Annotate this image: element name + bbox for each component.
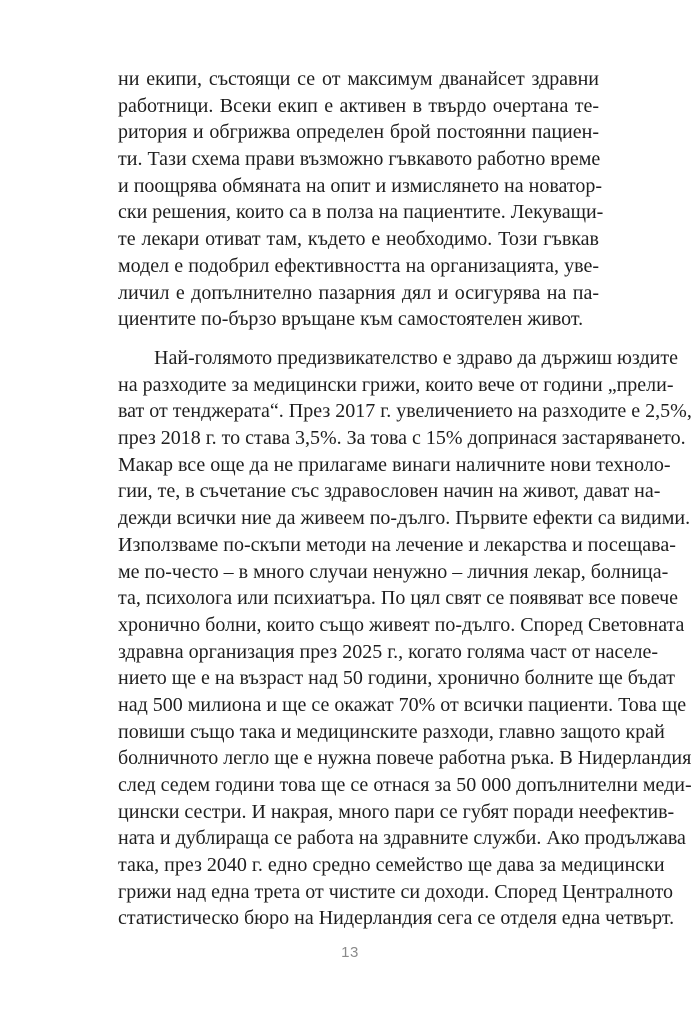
text-line: здравна организация през 2025 г., когато голяма част от населе-: [118, 640, 659, 663]
paragraph-2: [118, 345, 692, 932]
text-line: ни екипи, състоящи се от максимум дванайсет здравни: [118, 68, 599, 90]
text-line: Най-голямото предизвикателство е здраво да държиш юздите: [154, 347, 678, 369]
text-line: така, през 2040 г. едно средно семейство ще дава за медицински: [118, 854, 665, 877]
text-line: над 500 милиона и ще се окажат 70% от всички пациенти. Това ще: [118, 693, 687, 716]
text-line: болничното легло ще е нужна повече работна ръка. В Нидерландия: [118, 747, 692, 770]
text-line: след седем години това ще се отнася за 50 000 допълнителни меди-: [118, 774, 692, 796]
text-line: нието ще е на възраст над 50 години, хронично болните ще бъдат: [118, 667, 676, 690]
text-line: ски решения, които са в полза на пациентите. Лекуващи-: [118, 201, 604, 224]
text-line: и поощрява обмяната на опит и измислянето на новатор-: [118, 174, 603, 197]
text-line: ритория и обгрижва определен брой постоянни пациен-: [118, 121, 599, 144]
text-line: на разходите за медицински грижи, които вече от години „прели-: [118, 373, 674, 396]
text-line: Използваме по-скъпи методи на лечение и лекарства и посещава-: [118, 533, 676, 556]
text-line: работници. Всеки екип е активен в твърдо очертана те-: [118, 94, 599, 117]
text-line: ти. Тази схема прави възможно гъвкавото работно време: [118, 148, 601, 171]
paragraph-1: [118, 66, 604, 333]
page-number: 13: [341, 944, 359, 961]
text-line: повиши също така и медицинските разходи, главно защото край: [118, 720, 665, 743]
text-line: дежди всички ние да живеем по-дълго. Първите ефекти са видими.: [118, 507, 691, 530]
text-line: ме по-често – в много случаи ненужно – личния лекар, болница-: [118, 560, 669, 583]
text-line: статистическо бюро на Нидерландия сега се отделя една четвърт.: [118, 907, 675, 930]
text-line: циентите по-бързо връщане към самостоятелен живот.: [118, 308, 584, 331]
text-line: Макар все още да не прилагаме винаги наличните нови техноло-: [118, 453, 671, 476]
text-line: през 2018 г. то става 3,5%. За това с 15% допринася застаряването.: [118, 427, 686, 450]
text-line: хронично болни, които също живеят по-дълго. Според Световната: [118, 613, 685, 636]
text-line: гии, те, в съчетание със здравословен начин на живот, дават на-: [118, 480, 661, 503]
text-line: грижи над една трета от чистите си доходи. Според Централното: [118, 880, 674, 903]
text-line: цински сестри. И накрая, много пари се губят поради неефектив-: [118, 800, 675, 823]
text-line: та, психолога или психиатъра. По цял свят се появяват все повече: [118, 587, 679, 610]
text-line: ната и дублираща се работа на здравните служби. Ако продължава: [118, 827, 686, 850]
text-line: модел е подобрил ефективността на организацията, уве-: [118, 254, 599, 277]
text-line: личил е допълнително пазарния дял и осигурява на па-: [118, 281, 599, 304]
text-line: те лекари отиват там, където е необходимо. Този гъвкав: [118, 228, 599, 251]
text-line: ват от тенджерата“. През 2017 г. увеличението на разходите е 2,5%,: [118, 400, 692, 423]
